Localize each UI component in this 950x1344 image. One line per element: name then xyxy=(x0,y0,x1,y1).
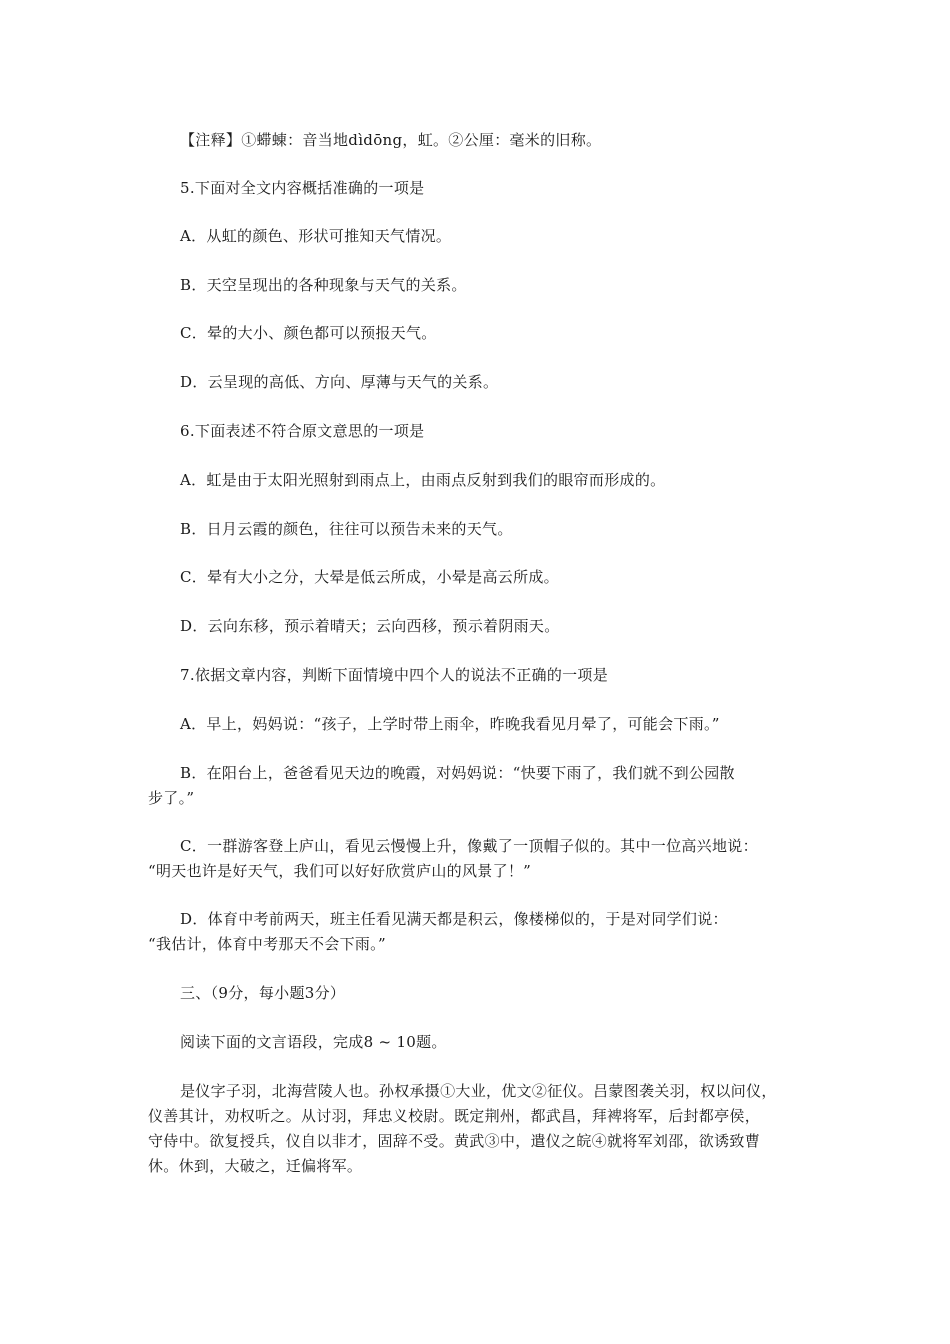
question-7-option-c-line1: C．一群游客登上庐山，看见云慢慢上升，像戴了一顶帽子似的。其中一位高兴地说： xyxy=(180,837,758,855)
question-7-stem: 7.依据文章内容，判断下面情境中四个人的说法不正确的一项是 xyxy=(180,666,609,684)
question-5-option-a: A．从虹的颜色、形状可推知天气情况。 xyxy=(180,227,452,245)
question-7-option-a: A．早上，妈妈说：“孩子，上学时带上雨伞，昨晚我看见月晕了，可能会下雨。” xyxy=(180,715,720,733)
question-6-option-b: B．日月云霞的颜色，往往可以预告未来的天气。 xyxy=(180,520,513,538)
section-3-heading: 三、（9分，每小题3分） xyxy=(180,984,346,1002)
question-6-option-a: A．虹是由于太阳光照射到雨点上，由雨点反射到我们的眼帘而形成的。 xyxy=(180,471,666,489)
question-7-option-d-line1: D．体育中考前两天，班主任看见满天都是积云，像楼梯似的，于是对同学们说： xyxy=(180,910,728,928)
classical-passage-line-2: 仪善其计，劝权听之。从讨羽，拜忠义校尉。既定荆州，都武昌，拜裨将军，后封都亭侯， xyxy=(148,1107,761,1125)
classical-passage-line-3: 守侍中。欲复授兵，仪自以非才，固辞不受。黄武③中，遣仪之皖④就将军刘邵，欲诱致曹 xyxy=(148,1132,761,1150)
question-6-option-c: C．晕有大小之分，大晕是低云所成，小晕是高云所成。 xyxy=(180,568,559,586)
section-3-instruction: 阅读下面的文言语段，完成8 ~ 10题。 xyxy=(180,1033,447,1051)
question-7-option-c-line2: “明天也许是好天气，我们可以好好欣赏庐山的风景了！” xyxy=(148,862,532,880)
question-5-stem: 5.下面对全文内容概括准确的一项是 xyxy=(180,179,425,197)
question-7-option-b-line1: B．在阳台上，爸爸看见天边的晚霞，对妈妈说：“快要下雨了，我们就不到公园散 xyxy=(180,764,735,782)
question-5-option-b: B．天空呈现出的各种现象与天气的关系。 xyxy=(180,276,467,294)
annotation-note: 【注释】①䗖蝀：音当地dìdōng，虹。②公厘：毫米的旧称。 xyxy=(180,131,602,149)
question-5-option-d: D．云呈现的高低、方向、厚薄与天气的关系。 xyxy=(180,373,499,391)
question-6-option-d: D．云向东移，预示着晴天；云向西移，预示着阴雨天。 xyxy=(180,617,560,635)
question-7-option-d-line2: “我估计，体育中考那天不会下雨。” xyxy=(148,935,386,953)
question-7-option-b-line2: 步了。” xyxy=(148,789,195,807)
classical-passage-line-1: 是仪字子羽，北海营陵人也。孙权承摄①大业，优文②征仪。吕蒙图袭关羽，权以问仪， xyxy=(180,1082,777,1100)
classical-passage-line-4: 休。休到，大破之，迁偏将军。 xyxy=(148,1157,363,1175)
question-5-option-c: C．晕的大小、颜色都可以预报天气。 xyxy=(180,324,437,342)
question-6-stem: 6.下面表述不符合原文意思的一项是 xyxy=(180,422,425,440)
